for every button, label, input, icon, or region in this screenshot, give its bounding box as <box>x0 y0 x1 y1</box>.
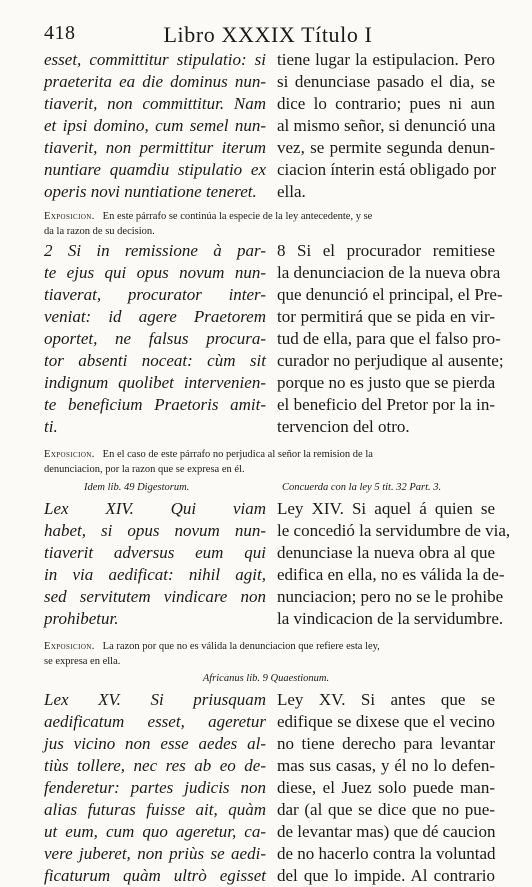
exposition-note-1 <box>44 209 495 239</box>
spanish-line: al mismo señor, si denunció una <box>277 116 496 135</box>
latin-line: te ejus qui opus novum nun- <box>44 263 266 282</box>
text-block-3 <box>44 498 511 632</box>
latin-line: aedificatum esset, ageretur <box>44 712 266 731</box>
spanish-column <box>277 49 495 203</box>
latin-line: ficaturum quàm ultrò egisset <box>44 866 266 885</box>
running-title: Libro XXXIX Título I <box>163 22 373 47</box>
spanish-line: tor permitirá que se pida en vir- <box>277 307 495 326</box>
latin-line: prohibetur. <box>44 609 119 628</box>
spanish-line: Ley XIV. Si aquel á quien se <box>277 499 495 518</box>
latin-column <box>44 240 266 438</box>
spanish-line: denunciase la nueva obra al que <box>277 543 495 562</box>
exposition-note-2 <box>44 447 495 477</box>
spanish-column <box>277 689 495 887</box>
latin-line: sed servitutem vindicare non <box>44 587 266 606</box>
source-citation: Africanus lib. 9 Quaestionum. <box>202 673 330 684</box>
latin-line: ti. <box>44 417 58 436</box>
latin-column <box>44 498 266 630</box>
latin-line: tiaverit adversus eum qui <box>44 543 266 562</box>
latin-line: esset, committitur stipulatio: si <box>44 50 266 69</box>
spanish-line: mas sus casas, y él no lo defen- <box>277 756 495 775</box>
latin-line: alias futuras fuisse ait, quàm <box>44 800 266 819</box>
spanish-line: no tiene derecho para levantar <box>277 734 495 753</box>
text-block-1 <box>44 49 495 205</box>
latin-line: habet, si opus novum nun- <box>44 521 266 540</box>
spanish-line: de levantar mas) que dé caucion <box>277 822 496 841</box>
text-block-4 <box>44 689 496 885</box>
spanish-line: la vindicacion de la servidumbre. <box>277 609 504 628</box>
latin-line: tiaverit, non permittitur iterum <box>44 138 266 157</box>
spanish-line: si denunciase pasado el dia, se <box>277 72 495 91</box>
spanish-line: tervencion del otro. <box>277 417 410 436</box>
spanish-line: vez, se permite segunda denun- <box>277 138 495 157</box>
exposition-text: En este párrafo se continúa la especie de la ley antecedente, y se <box>102 211 373 222</box>
spanish-line: ella. <box>277 182 306 201</box>
spanish-line: tud de ella, para que el falso pro- <box>277 329 501 348</box>
spanish-column <box>277 498 511 630</box>
latin-line: vere juberet, non priùs se aedi- <box>44 844 266 863</box>
spanish-line: el beneficio del Pretor por la in- <box>277 395 495 414</box>
latin-line: nuntiare quamdiu stipulatio ex <box>44 160 266 179</box>
exposition-label: Exposicion. <box>44 641 95 652</box>
exposition-label: Exposicion. <box>44 449 95 460</box>
spanish-line: del que lo impide. Al contrario <box>277 866 495 885</box>
latin-line: ut eum, cum quo ageretur, ca- <box>44 822 266 841</box>
spanish-line: 8 Si el procurador remitiese <box>277 241 495 260</box>
latin-line: tiùs tollere, nec res ab eo de- <box>44 756 266 775</box>
latin-line: Lex XIV. Qui viam <box>44 499 266 518</box>
concordance-citation: Concuerda con la ley 5 tit. 32 Part. 3. <box>282 482 442 493</box>
spanish-line: Ley XV. Si antes que se <box>277 690 495 709</box>
exposition-text: denunciacion, por la razon que se expresa en él. <box>44 464 245 475</box>
latin-line: veniat: id agere Praetorem <box>44 307 266 326</box>
text-block-2 <box>44 240 504 440</box>
spanish-line: la denunciacion de la nueva obra <box>277 263 501 282</box>
spanish-line: porque no es justo que se pierda <box>277 373 496 392</box>
latin-line: tiaverit, non committitur. Nam <box>44 94 266 113</box>
exposition-text: La razon por que no es válida la denunciacion que refiere esta ley, <box>102 641 380 652</box>
latin-line: Lex XV. Si priusquam <box>44 690 266 709</box>
spanish-line: edifique se dixese que el vecino <box>277 712 495 731</box>
latin-line: in via aedificat: nihil agit, <box>44 565 266 584</box>
spanish-line: edifica en ella, no es válida la de- <box>277 565 505 584</box>
page-number: 418 <box>44 22 76 44</box>
spanish-line: que denunció el principal, el Pre- <box>277 285 503 304</box>
latin-line: oportet, ne falsus procura- <box>44 329 266 348</box>
spanish-line: nunciacion; pero no se le prohibe <box>277 587 504 606</box>
latin-line: te beneficium Praetoris amit- <box>44 395 266 414</box>
spanish-line: tiene lugar la estipulacion. Pero <box>277 50 495 69</box>
spanish-column <box>277 240 504 438</box>
spanish-line: diese, el Juez solo puede man- <box>277 778 495 797</box>
latin-line: tiaverat, procurator inter- <box>44 285 266 304</box>
latin-column <box>44 49 266 203</box>
spanish-line: curador no perjudique al ausente; <box>277 351 504 370</box>
spanish-line: le concedió la servidumbre de via, <box>277 521 511 540</box>
spanish-line: ciacion ínterin está obligado por <box>277 160 497 179</box>
latin-line: operis novi nuntiatione teneret. <box>44 182 257 201</box>
latin-column <box>44 689 266 887</box>
latin-line: jus vicino non esse aedes al- <box>44 734 266 753</box>
exposition-text: En el caso de este párrafo no perjudica al señor la remision de la <box>102 449 373 460</box>
latin-line: 2 Si in remissione à par- <box>44 241 266 260</box>
spanish-line: de no hacerlo contra la voluntad <box>277 844 496 863</box>
exposition-note-3 <box>44 639 495 669</box>
exposition-text: se expresa en ella. <box>44 656 121 667</box>
exposition-text: da la razon de su decision. <box>44 226 155 237</box>
page-header <box>44 22 492 48</box>
latin-line: et ipsi domino, cum semel nun- <box>44 116 266 135</box>
spanish-line: dice lo contrario; pues ni aun <box>277 94 495 113</box>
latin-line: praeterita ea die dominus nun- <box>44 72 266 91</box>
source-citation: Idem lib. 49 Digestorum. <box>84 482 190 493</box>
latin-line: tor absenti noceat: cùm sit <box>44 351 266 370</box>
latin-line: fenderetur: partes judicis non <box>44 778 266 797</box>
spanish-line: dar (al que se dice que no pue- <box>277 800 495 819</box>
exposition-label: Exposicion. <box>44 211 95 222</box>
latin-line: indignum quolibet intervenien- <box>44 373 266 392</box>
